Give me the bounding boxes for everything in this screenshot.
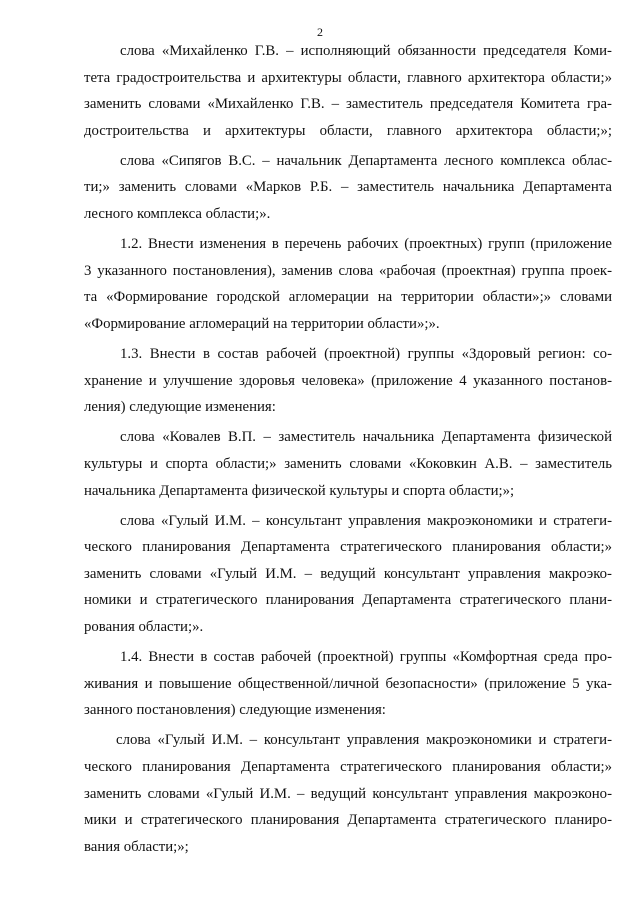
paragraph-guly-1-4	[84, 727, 612, 860]
text-line: слова «Ковалев В.П. – заместитель начальника Департамента физической	[120, 429, 612, 446]
text-line: хранение и улучшение здоровья человека» (приложение 4 указанного постанов-	[84, 372, 612, 389]
text-line: заменить словами «Гулый И.М. – ведущий консультант управления макроэко-	[84, 565, 612, 582]
text-line: «Формирование агломераций на территории области»;».	[84, 315, 440, 332]
text-line: лесного комплекса области;».	[84, 206, 271, 223]
paragraph-mikhailenko	[84, 38, 612, 144]
text-line: рования области;».	[84, 618, 204, 635]
page-number: 2	[317, 25, 323, 39]
text-line: заменить словами «Михайленко Г.В. – заместитель председателя Комитета гра-	[84, 96, 612, 113]
text-line: 1.3. Внести в состав рабочей (проектной) группы «Здоровый регион: со-	[120, 346, 612, 363]
text-line: слова «Сипягов В.С. – начальник Департамента лесного комплекса облас-	[120, 152, 612, 169]
text-line: ления) следующие изменения:	[84, 399, 276, 416]
document-body	[84, 38, 612, 860]
text-line: занного постановления) следующие изменения:	[84, 702, 386, 719]
paragraph-guly-1-3	[84, 508, 612, 641]
paragraph-1-3	[84, 341, 612, 421]
text-line: слова «Гулый И.М. – консультант управления макроэкономики и стратеги-	[116, 732, 612, 749]
paragraph-sipyagov	[84, 148, 612, 228]
paragraph-1-2	[84, 231, 612, 337]
text-line: достроительства и архитектуры области, главного архитектора области;»;	[84, 122, 612, 139]
text-line: вания области;»;	[84, 838, 189, 855]
text-line: заменить словами «Гулый И.М. – ведущий консультант управления макроэконо-	[84, 785, 612, 802]
text-line: 1.2. Внести изменения в перечень рабочих (проектных) групп (приложение	[120, 236, 612, 253]
paragraph-1-4	[84, 644, 612, 724]
text-line: живания и повышение общественной/личной безопасности» (приложение 5 ука-	[84, 675, 612, 692]
text-line: ти;» заменить словами «Марков Р.Б. – заместитель начальника Департамента	[84, 179, 612, 196]
text-line: слова «Гулый И.М. – консультант управления макроэкономики и стратеги-	[120, 512, 612, 529]
text-line: тета градостроительства и архитектуры области, главного архитектора области;»	[84, 69, 612, 86]
text-line: слова «Михайленко Г.В. – исполняющий обязанности председателя Коми-	[120, 43, 612, 59]
text-line: культуры и спорта области;» заменить словами «Коковкин А.В. – заместитель	[84, 455, 612, 472]
text-line: начальника Департамента физической культуры и спорта области;»;	[84, 482, 515, 499]
text-line: 1.4. Внести в состав рабочей (проектной) группы «Комфортная среда про-	[120, 649, 612, 666]
text-line: номики и стратегического планирования Департамента стратегического плани-	[84, 592, 612, 609]
text-line: ческого планирования Департамента стратегического планирования области;»	[84, 758, 612, 775]
text-line: ческого планирования Департамента стратегического планирования области;»	[84, 539, 612, 556]
text-line: 3 указанного постановления), заменив слова «рабочая (проектная) группа проек-	[84, 262, 612, 279]
text-line: мики и стратегического планирования Департамента стратегического планиро-	[84, 812, 612, 829]
paragraph-kovalev	[84, 424, 612, 504]
text-line: та «Формирование городской агломерации на территории области»;» словами	[84, 289, 612, 306]
